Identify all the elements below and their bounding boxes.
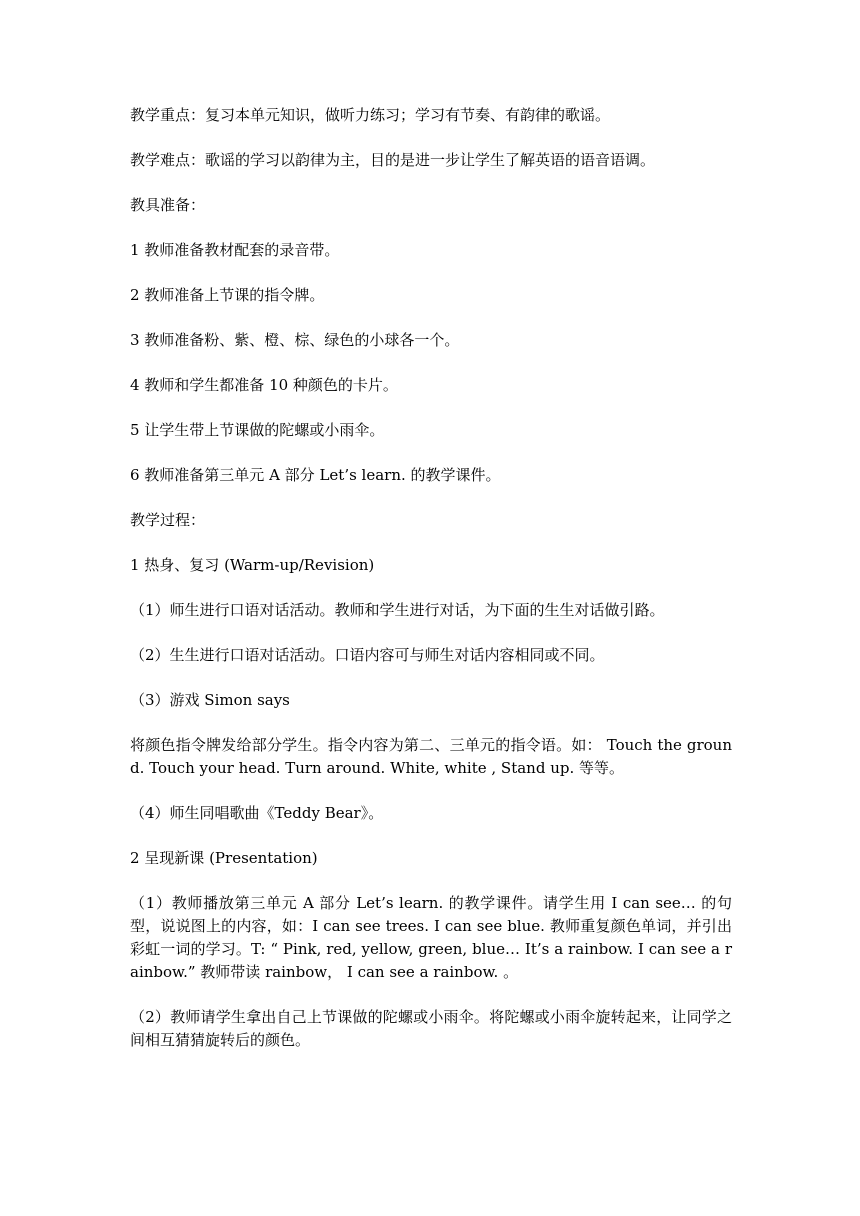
materials-heading: 教具准备： [130,196,206,214]
process-heading: 教学过程： [130,511,206,529]
material-item-6: 6 教师准备第三单元 A 部分 Let’s learn. 的教学课件。 [130,466,501,484]
material-item-1: 1 教师准备教材配套的录音带。 [130,241,340,259]
step-2-heading: 2 呈现新课 (Presentation) [130,849,318,867]
step-1-item-2: （2）生生进行口语对话活动。口语内容可与师生对话内容相同或不同。 [130,646,605,664]
teaching-difficulty: 教学难点：歌谣的学习以韵律为主，目的是进一步让学生了解英语的语音语调。 [130,151,656,169]
step-1-item-1: （1）师生进行口语对话活动。教师和学生进行对话，为下面的生生对话做引路。 [130,601,665,619]
step-2-item-1: （1）教师播放第三单元 A 部分 Let’s learn. 的教学课件。请学生用 I can see… 的句型，说说图上的内容，如：I can see trees. I can see blue. 教师重复颜色单词，并引出彩虹一词的学习。T: “ Pink, red, yellow, green, blue… It’s a rainbow. I can see a rainbow.” 教师带读 rainbow， I can see a rainbow. 。 [130,894,732,981]
teaching-focus: 教学重点：复习本单元知识，做听力练习；学习有节奏、有韵律的歌谣。 [130,106,611,124]
material-item-4: 4 教师和学生都准备 10 种颜色的卡片。 [130,376,398,394]
simon-says-description: 将颜色指令牌发给部分学生。指令内容为第二、三单元的指令语。如： Touch the ground. Touch your head. Turn around. White, white , Stand up. 等等。 [130,736,732,777]
document-body [130,104,732,1074]
step-1-item-3: （3）游戏 Simon says [130,691,290,709]
material-item-2: 2 教师准备上节课的指令牌。 [130,286,325,304]
material-item-5: 5 让学生带上节课做的陀螺或小雨伞。 [130,421,385,439]
step-1-item-4: （4）师生同唱歌曲《Teddy Bear》。 [130,804,384,822]
material-item-3: 3 教师准备粉、紫、橙、棕、绿色的小球各一个。 [130,331,460,349]
step-2-item-2: （2）教师请学生拿出自己上节课做的陀螺或小雨伞。将陀螺或小雨伞旋转起来，让同学之间相互猜猜旋转后的颜色。 [130,1008,732,1049]
step-1-heading: 1 热身、复习 (Warm-up/Revision) [130,556,375,574]
